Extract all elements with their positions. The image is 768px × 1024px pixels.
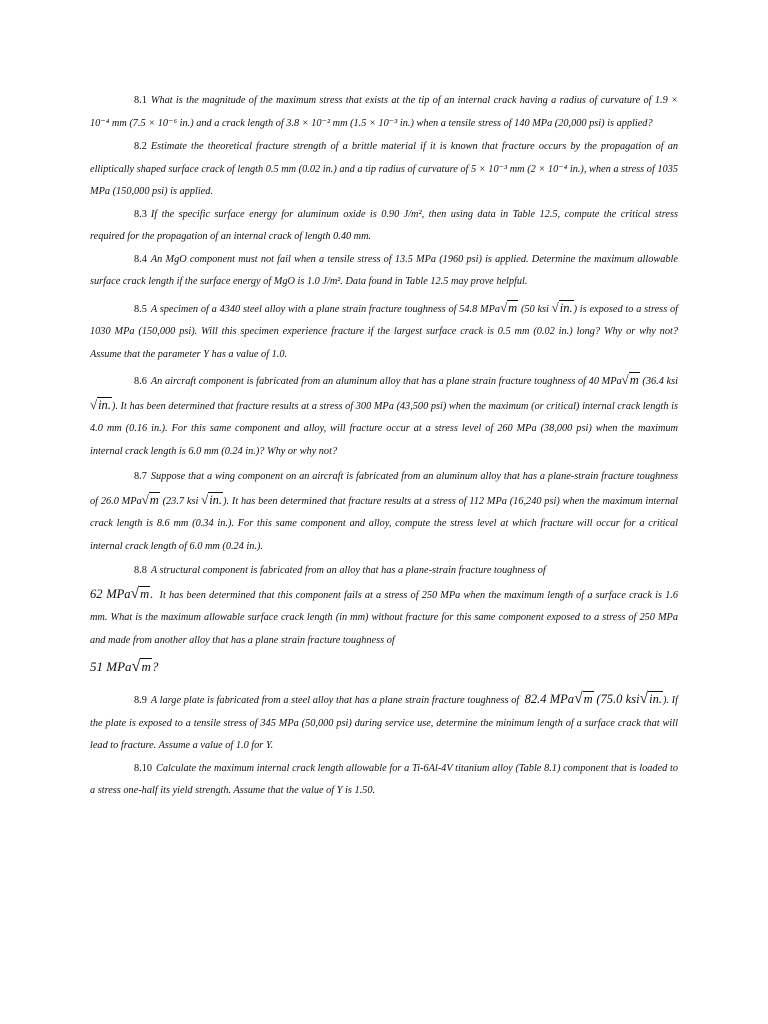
problem-number: 8.8 [134,565,147,576]
sqrt-expression: √in. [201,492,223,507]
problem-8-8 [90,560,678,682]
sqrt-expression: √m [574,690,593,707]
problem-8-9 [90,688,678,758]
problem-text: An MgO component must not fail when a tensile stress of 13.5 MPa (1960 psi) is applied. Determine the maximum allowable surface crack length if the surface energy of MgO is 1.0 J/m². Data found in Table 12.5 may prove helpful. [90,253,678,287]
problem-number: 8.9 [134,695,147,706]
problem-text: ) is exposed to a stress of 1030 MPa (150,000 psi). Will this specimen experience fracture if the largest surface crack is 0.5 mm (0.02 in.) long? Why or why not? Assume that the parameter Y has a value of 1.0. [90,303,678,360]
problem-number: 8.7 [134,471,147,482]
sqrt-expression: √m [130,584,150,602]
equation-value: 51 MPa [90,659,132,674]
sqrt-expression: √m [621,373,639,387]
problem-text: ). It has been determined that fracture results at a stress of 300 MPa (43,500 psi) when the maximum (or critical) internal crack length is 4.0 mm (0.16 in.). For this same component and alloy, will fracture occur at a stress level of 260 MPa (38,000 psi) when the maximum internal crack length is 6.0 mm (0.24 in.)? Why or why not? [90,400,678,457]
problem-text: If the specific surface energy for aluminum oxide is 0.90 J/m², then using data in Table 12.5, compute the critical stress required for the propagation of an internal crack of length 0.40 mm. [90,208,678,242]
radicand: m [149,492,159,507]
problem-8-4 [90,249,678,294]
equation-value: (75.0 ksi [596,692,640,706]
radicand: m [141,659,151,674]
problem-text: A structural component is fabricated from an alloy that has a plane-strain fracture toughness of [150,565,546,576]
sqrt-expression: √in. [90,397,111,412]
radicand: m [508,300,518,315]
sqrt-expression: √in. [551,300,573,315]
problem-text: A specimen of a 4340 steel alloy with a plane strain fracture toughness of 54.8 MPa [150,303,501,315]
problem-8-2 [90,136,678,204]
problem-text: (50 ksi [518,303,552,315]
problem-number: 8.6 [134,376,147,387]
problem-number: 8.4 [134,253,147,265]
radicand: in. [209,492,223,507]
problem-number: 8.3 [134,208,147,220]
problem-text: A large plate is fabricated from a steel alloy that has a plane strain fracture toughness of [150,695,520,706]
problem-text: ). It has been determined that fracture results at a stress of 112 MPa (16,240 psi) when the maximum internal crack length is 8.6 mm (0.34 in.). For this same component and alloy, compute the stress level at which fracture will occur for a critical internal crack length of 6.0 mm (0.24 in.). [90,495,678,552]
problem-text: (23.7 ksi [159,495,202,507]
problem-number: 8.2 [134,141,147,152]
radicand: m [140,586,150,601]
sqrt-expression: √in. [639,690,662,707]
problem-number: 8.10 [134,762,153,774]
equation [596,692,663,706]
problem-text: It has been determined that this component fails at a stress of 250 MPa when the maximum length of a surface crack is 1.6 mm. What is the maximum allowable surface crack length (in mm) without fracture for this same component exposed to a stress of 250 MPa and made from another alloy that has a plane strain fracture toughness of [90,589,678,646]
problem-text: Calculate the maximum internal crack length allowable for a Ti-6Al-4V titanium alloy (Table 8.1) component that is loaded to a stress one-half its yield strength. Assume that the value of Y is 1.50. [90,762,678,796]
equation-value: 62 MPa [90,586,131,601]
problem-8-1 [90,90,678,135]
radicand: in. [649,692,662,706]
problem-text: An aircraft component is fabricated from an aluminum alloy that has a plane strain fracture toughness of 40 MPa [150,376,622,387]
equation [525,692,594,706]
radicand: m [583,692,593,706]
problem-text: (36.4 ksi [639,376,678,387]
radicand: in. [559,300,573,315]
problem-number: 8.5 [134,303,147,315]
equation-tail: . [150,586,154,601]
problem-list [90,90,678,803]
problem-text: What is the magnitude of the maximum stress that exists at the tip of an internal crack having a radius of curvature of 1.9 × 10⁻⁴ mm (7.5 × 10⁻⁶ in.) and a crack length of 3.8 × 10⁻² mm (1.5 × 10⁻³ in.) when a tensile stress of 140 MPa (20,000 psi) is applied? [90,95,678,129]
sqrt-expression: √m [141,492,159,507]
radicand: in. [98,397,111,412]
sqrt-expression: √m [131,657,151,675]
problem-8-6 [90,369,678,463]
problem-8-5 [90,297,678,367]
radicand: m [629,373,639,387]
equation [90,584,154,602]
problem-text: ). If the plate is exposed to a tensile stress of 345 MPa (50,000 psi) during service use, determine the minimum length of a surface crack that will lead to fracture. Assume a value of 1.0 for Y. [90,695,678,751]
problem-text: Suppose that a wing component on an aircraft is fabricated from an aluminum alloy that has a plane-strain fracture toughness of 26.0 MPa [90,471,678,507]
problem-8-3 [90,204,678,249]
sqrt-expression: √m [500,300,518,315]
equation [90,652,678,682]
problem-8-10 [90,758,678,803]
equation-tail: ? [151,659,159,674]
problem-8-7 [90,466,678,558]
equation-value: 82.4 MPa [524,692,575,706]
problem-number: 8.1 [134,95,147,106]
problem-text: Estimate the theoretical fracture strength of a brittle material if it is known that fracture occurs by the propagation of an elliptically shaped surface crack of length 0.5 mm (0.02 in.) and a tip radius of curvature of 5 × 10⁻³ mm (2 × 10⁻⁴ in.), when a stress of 1035 MPa (150,000 psi) is applied. [90,141,678,197]
